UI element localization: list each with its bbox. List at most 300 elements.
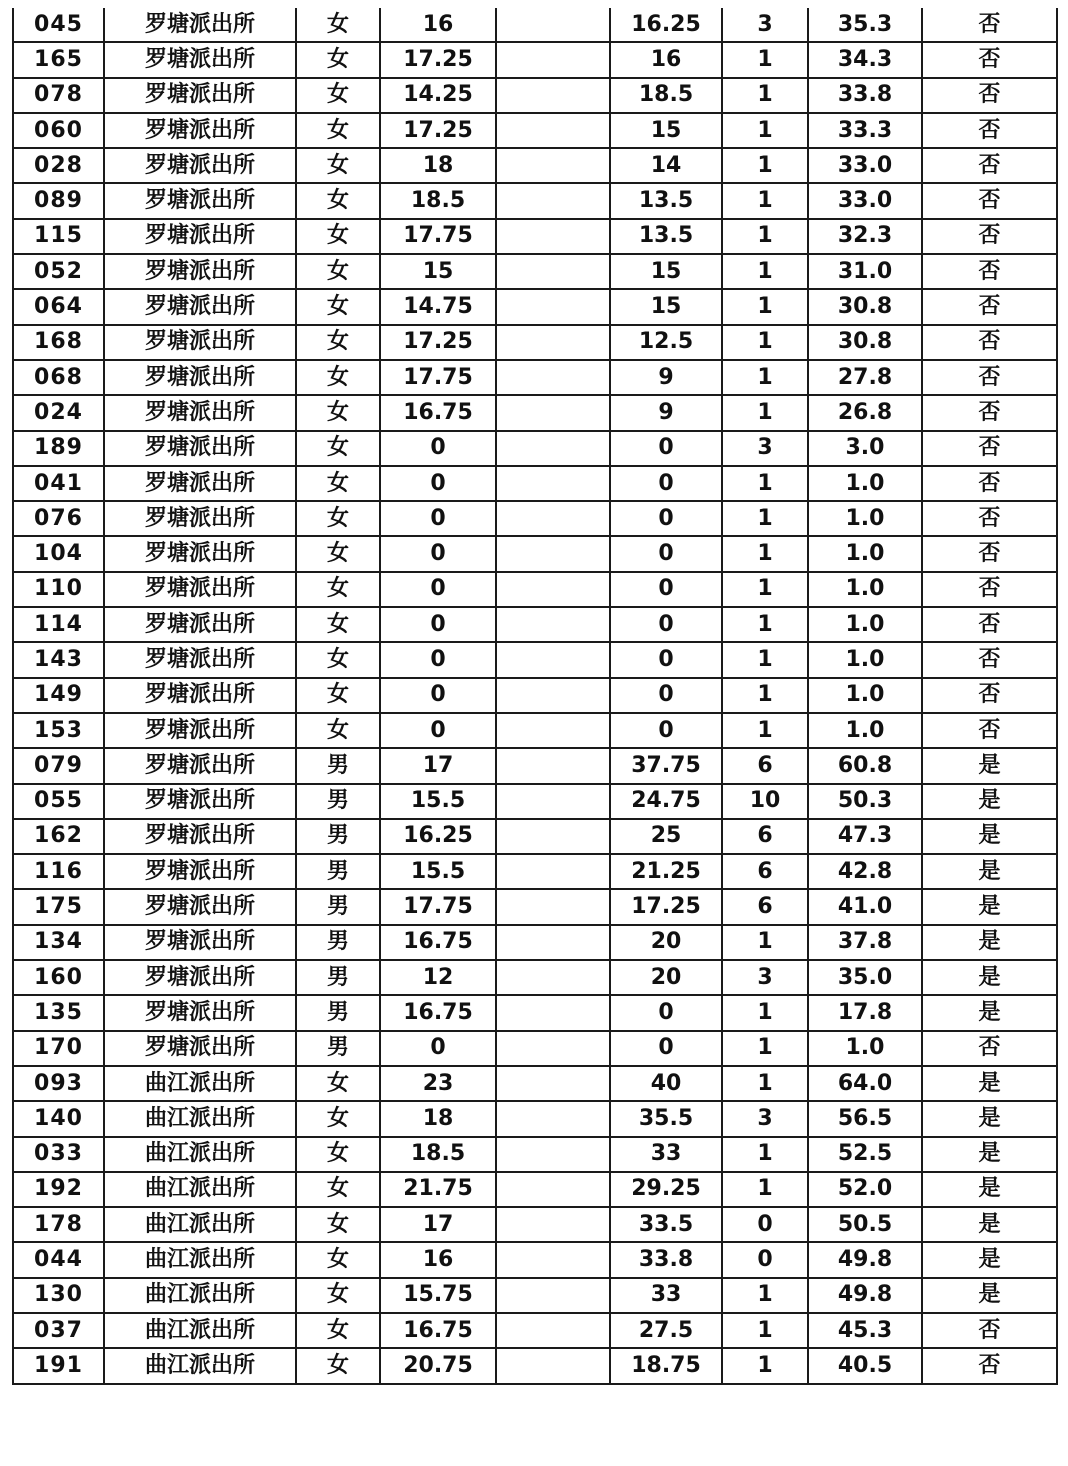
station-cell: 曲江派出所 — [104, 1278, 296, 1313]
blank-cell — [496, 325, 610, 360]
id-cell: 140 — [13, 1101, 104, 1136]
blank-cell — [496, 183, 610, 218]
id-cell: 093 — [13, 1066, 104, 1101]
table-row — [13, 148, 1057, 183]
table-row — [13, 678, 1057, 713]
count-cell: 1 — [722, 148, 808, 183]
total-cell: 50.3 — [808, 784, 922, 819]
count-cell: 6 — [722, 748, 808, 783]
qualified-cell: 否 — [922, 113, 1057, 148]
station-cell: 曲江派出所 — [104, 1172, 296, 1207]
score-b-cell: 9 — [610, 395, 722, 430]
count-cell: 10 — [722, 784, 808, 819]
count-cell: 1 — [722, 219, 808, 254]
id-cell: 115 — [13, 219, 104, 254]
blank-cell — [496, 642, 610, 677]
score-a-cell: 0 — [380, 466, 496, 501]
qualified-cell: 否 — [922, 219, 1057, 254]
score-b-cell: 40 — [610, 1066, 722, 1101]
table-row — [13, 536, 1057, 571]
qualified-cell: 否 — [922, 466, 1057, 501]
score-a-cell: 14.75 — [380, 289, 496, 324]
gender-cell: 女 — [296, 1066, 380, 1101]
table-row — [13, 995, 1057, 1030]
station-cell: 罗塘派出所 — [104, 1031, 296, 1066]
station-cell: 曲江派出所 — [104, 1066, 296, 1101]
blank-cell — [496, 784, 610, 819]
table-row — [13, 113, 1057, 148]
qualified-cell: 否 — [922, 642, 1057, 677]
total-cell: 60.8 — [808, 748, 922, 783]
qualified-cell: 否 — [922, 1348, 1057, 1383]
total-cell: 1.0 — [808, 501, 922, 536]
count-cell: 1 — [722, 325, 808, 360]
total-cell: 1.0 — [808, 642, 922, 677]
table-row — [13, 784, 1057, 819]
blank-cell — [496, 78, 610, 113]
qualified-cell: 否 — [922, 678, 1057, 713]
qualified-cell: 是 — [922, 1242, 1057, 1277]
table-row — [13, 854, 1057, 889]
gender-cell: 女 — [296, 678, 380, 713]
qualified-cell: 否 — [922, 713, 1057, 748]
score-b-cell: 20 — [610, 925, 722, 960]
score-a-cell: 14.25 — [380, 78, 496, 113]
score-b-cell: 20 — [610, 960, 722, 995]
count-cell: 1 — [722, 78, 808, 113]
gender-cell: 女 — [296, 289, 380, 324]
total-cell: 31.0 — [808, 254, 922, 289]
score-b-cell: 0 — [610, 536, 722, 571]
gender-cell: 女 — [296, 42, 380, 77]
id-cell: 068 — [13, 360, 104, 395]
count-cell: 3 — [722, 431, 808, 466]
qualified-cell: 否 — [922, 289, 1057, 324]
qualified-cell: 否 — [922, 1313, 1057, 1348]
table-row — [13, 748, 1057, 783]
blank-cell — [496, 819, 610, 854]
qualified-cell: 是 — [922, 1278, 1057, 1313]
count-cell: 1 — [722, 360, 808, 395]
total-cell: 1.0 — [808, 466, 922, 501]
score-a-cell: 21.75 — [380, 1172, 496, 1207]
score-a-cell: 23 — [380, 1066, 496, 1101]
gender-cell: 女 — [296, 642, 380, 677]
count-cell: 1 — [722, 1278, 808, 1313]
gender-cell: 男 — [296, 854, 380, 889]
id-cell: 037 — [13, 1313, 104, 1348]
station-cell: 罗塘派出所 — [104, 607, 296, 642]
count-cell: 1 — [722, 395, 808, 430]
count-cell: 1 — [722, 536, 808, 571]
total-cell: 1.0 — [808, 678, 922, 713]
station-cell: 罗塘派出所 — [104, 219, 296, 254]
total-cell: 35.3 — [808, 8, 922, 42]
total-cell: 64.0 — [808, 1066, 922, 1101]
count-cell: 6 — [722, 854, 808, 889]
blank-cell — [496, 1242, 610, 1277]
station-cell: 罗塘派出所 — [104, 113, 296, 148]
blank-cell — [496, 466, 610, 501]
station-cell: 曲江派出所 — [104, 1313, 296, 1348]
blank-cell — [496, 1066, 610, 1101]
count-cell: 1 — [722, 1137, 808, 1172]
count-cell: 1 — [722, 466, 808, 501]
score-a-cell: 17.75 — [380, 360, 496, 395]
qualified-cell: 否 — [922, 148, 1057, 183]
table-row — [13, 607, 1057, 642]
table-row — [13, 713, 1057, 748]
id-cell: 116 — [13, 854, 104, 889]
count-cell: 1 — [722, 1313, 808, 1348]
score-b-cell: 0 — [610, 572, 722, 607]
gender-cell: 女 — [296, 536, 380, 571]
table-row — [13, 1172, 1057, 1207]
id-cell: 045 — [13, 8, 104, 42]
total-cell: 1.0 — [808, 536, 922, 571]
station-cell: 罗塘派出所 — [104, 784, 296, 819]
qualified-cell: 是 — [922, 1172, 1057, 1207]
blank-cell — [496, 42, 610, 77]
table-row — [13, 42, 1057, 77]
count-cell: 1 — [722, 1031, 808, 1066]
table-row — [13, 431, 1057, 466]
score-b-cell: 15 — [610, 289, 722, 324]
station-cell: 罗塘派出所 — [104, 360, 296, 395]
station-cell: 罗塘派出所 — [104, 642, 296, 677]
qualified-cell: 否 — [922, 395, 1057, 430]
id-cell: 064 — [13, 289, 104, 324]
table-row — [13, 219, 1057, 254]
score-b-cell: 21.25 — [610, 854, 722, 889]
table-row — [13, 1348, 1057, 1383]
id-cell: 170 — [13, 1031, 104, 1066]
count-cell: 1 — [722, 642, 808, 677]
score-b-cell: 14 — [610, 148, 722, 183]
table-row — [13, 1031, 1057, 1066]
station-cell: 罗塘派出所 — [104, 536, 296, 571]
score-b-cell: 0 — [610, 501, 722, 536]
qualified-cell: 是 — [922, 995, 1057, 1030]
blank-cell — [496, 678, 610, 713]
total-cell: 56.5 — [808, 1101, 922, 1136]
table-row — [13, 1207, 1057, 1242]
id-cell: 135 — [13, 995, 104, 1030]
total-cell: 34.3 — [808, 42, 922, 77]
station-cell: 罗塘派出所 — [104, 748, 296, 783]
qualified-cell: 否 — [922, 254, 1057, 289]
score-b-cell: 29.25 — [610, 1172, 722, 1207]
gender-cell: 男 — [296, 819, 380, 854]
id-cell: 024 — [13, 395, 104, 430]
count-cell: 1 — [722, 183, 808, 218]
score-a-cell: 17.25 — [380, 325, 496, 360]
gender-cell: 女 — [296, 325, 380, 360]
id-cell: 160 — [13, 960, 104, 995]
id-cell: 153 — [13, 713, 104, 748]
qualified-cell: 是 — [922, 854, 1057, 889]
total-cell: 42.8 — [808, 854, 922, 889]
score-a-cell: 0 — [380, 501, 496, 536]
blank-cell — [496, 1137, 610, 1172]
score-a-cell: 15.5 — [380, 854, 496, 889]
count-cell: 1 — [722, 1172, 808, 1207]
id-cell: 055 — [13, 784, 104, 819]
total-cell: 47.3 — [808, 819, 922, 854]
count-cell: 1 — [722, 713, 808, 748]
station-cell: 罗塘派出所 — [104, 995, 296, 1030]
total-cell: 17.8 — [808, 995, 922, 1030]
total-cell: 33.3 — [808, 113, 922, 148]
table-row — [13, 289, 1057, 324]
blank-cell — [496, 607, 610, 642]
id-cell: 114 — [13, 607, 104, 642]
table-row — [13, 819, 1057, 854]
id-cell: 033 — [13, 1137, 104, 1172]
gender-cell: 男 — [296, 748, 380, 783]
station-cell: 罗塘派出所 — [104, 854, 296, 889]
station-cell: 罗塘派出所 — [104, 960, 296, 995]
id-cell: 052 — [13, 254, 104, 289]
id-cell: 165 — [13, 42, 104, 77]
station-cell: 罗塘派出所 — [104, 925, 296, 960]
score-a-cell: 0 — [380, 642, 496, 677]
score-b-cell: 24.75 — [610, 784, 722, 819]
score-b-cell: 0 — [610, 431, 722, 466]
total-cell: 33.8 — [808, 78, 922, 113]
gender-cell: 女 — [296, 8, 380, 42]
gender-cell: 女 — [296, 254, 380, 289]
table-row — [13, 572, 1057, 607]
blank-cell — [496, 1172, 610, 1207]
score-b-cell: 13.5 — [610, 219, 722, 254]
blank-cell — [496, 748, 610, 783]
table-row — [13, 466, 1057, 501]
count-cell: 1 — [722, 42, 808, 77]
count-cell: 1 — [722, 501, 808, 536]
total-cell: 1.0 — [808, 713, 922, 748]
blank-cell — [496, 995, 610, 1030]
station-cell: 罗塘派出所 — [104, 325, 296, 360]
gender-cell: 女 — [296, 572, 380, 607]
gender-cell: 女 — [296, 1313, 380, 1348]
blank-cell — [496, 572, 610, 607]
score-b-cell: 0 — [610, 642, 722, 677]
qualified-cell: 否 — [922, 360, 1057, 395]
count-cell: 0 — [722, 1207, 808, 1242]
blank-cell — [496, 360, 610, 395]
blank-cell — [496, 925, 610, 960]
qualified-cell: 否 — [922, 501, 1057, 536]
station-cell: 罗塘派出所 — [104, 889, 296, 924]
qualified-cell: 是 — [922, 748, 1057, 783]
total-cell: 45.3 — [808, 1313, 922, 1348]
qualified-cell: 否 — [922, 78, 1057, 113]
qualified-cell: 是 — [922, 1066, 1057, 1101]
blank-cell — [496, 1101, 610, 1136]
score-b-cell: 37.75 — [610, 748, 722, 783]
score-b-cell: 25 — [610, 819, 722, 854]
station-cell: 罗塘派出所 — [104, 819, 296, 854]
score-a-cell: 17.75 — [380, 219, 496, 254]
score-b-cell: 17.25 — [610, 889, 722, 924]
table-row — [13, 8, 1057, 42]
station-cell: 罗塘派出所 — [104, 183, 296, 218]
qualified-cell: 是 — [922, 784, 1057, 819]
id-cell: 028 — [13, 148, 104, 183]
gender-cell: 女 — [296, 113, 380, 148]
blank-cell — [496, 431, 610, 466]
gender-cell: 女 — [296, 1207, 380, 1242]
total-cell: 35.0 — [808, 960, 922, 995]
table-row — [13, 1278, 1057, 1313]
score-b-cell: 0 — [610, 466, 722, 501]
blank-cell — [496, 254, 610, 289]
score-b-cell: 0 — [610, 678, 722, 713]
table-row — [13, 501, 1057, 536]
gender-cell: 女 — [296, 360, 380, 395]
blank-cell — [496, 960, 610, 995]
score-b-cell: 13.5 — [610, 183, 722, 218]
score-a-cell: 16.25 — [380, 819, 496, 854]
count-cell: 1 — [722, 995, 808, 1030]
blank-cell — [496, 713, 610, 748]
count-cell: 1 — [722, 289, 808, 324]
station-cell: 罗塘派出所 — [104, 572, 296, 607]
qualified-cell: 是 — [922, 925, 1057, 960]
table-row — [13, 889, 1057, 924]
score-a-cell: 15.75 — [380, 1278, 496, 1313]
score-a-cell: 0 — [380, 678, 496, 713]
id-cell: 162 — [13, 819, 104, 854]
score-a-cell: 18 — [380, 148, 496, 183]
total-cell: 27.8 — [808, 360, 922, 395]
table-row — [13, 1101, 1057, 1136]
table-row — [13, 325, 1057, 360]
score-b-cell: 18.5 — [610, 78, 722, 113]
blank-cell — [496, 395, 610, 430]
total-cell: 37.8 — [808, 925, 922, 960]
station-cell: 罗塘派出所 — [104, 8, 296, 42]
qualified-cell: 是 — [922, 819, 1057, 854]
score-a-cell: 20.75 — [380, 1348, 496, 1383]
blank-cell — [496, 113, 610, 148]
count-cell: 3 — [722, 960, 808, 995]
total-cell: 52.5 — [808, 1137, 922, 1172]
blank-cell — [496, 1313, 610, 1348]
qualified-cell: 否 — [922, 42, 1057, 77]
count-cell: 1 — [722, 254, 808, 289]
gender-cell: 女 — [296, 148, 380, 183]
blank-cell — [496, 1031, 610, 1066]
total-cell: 1.0 — [808, 607, 922, 642]
id-cell: 044 — [13, 1242, 104, 1277]
table-body — [13, 8, 1057, 1384]
blank-cell — [496, 1207, 610, 1242]
gender-cell: 女 — [296, 1101, 380, 1136]
id-cell: 110 — [13, 572, 104, 607]
score-b-cell: 15 — [610, 113, 722, 148]
gender-cell: 女 — [296, 1137, 380, 1172]
station-cell: 罗塘派出所 — [104, 395, 296, 430]
station-cell: 罗塘派出所 — [104, 42, 296, 77]
qualified-cell: 否 — [922, 8, 1057, 42]
id-cell: 143 — [13, 642, 104, 677]
qualified-cell: 否 — [922, 607, 1057, 642]
id-cell: 189 — [13, 431, 104, 466]
total-cell: 33.0 — [808, 148, 922, 183]
score-a-cell: 0 — [380, 713, 496, 748]
table-row — [13, 360, 1057, 395]
id-cell: 078 — [13, 78, 104, 113]
gender-cell: 男 — [296, 784, 380, 819]
score-a-cell: 0 — [380, 431, 496, 466]
score-b-cell: 9 — [610, 360, 722, 395]
score-a-cell: 0 — [380, 572, 496, 607]
score-b-cell: 35.5 — [610, 1101, 722, 1136]
gender-cell: 女 — [296, 219, 380, 254]
count-cell: 1 — [722, 113, 808, 148]
score-b-cell: 18.75 — [610, 1348, 722, 1383]
blank-cell — [496, 219, 610, 254]
score-a-cell: 17 — [380, 1207, 496, 1242]
blank-cell — [496, 1348, 610, 1383]
score-a-cell: 16 — [380, 8, 496, 42]
station-cell: 曲江派出所 — [104, 1242, 296, 1277]
gender-cell: 男 — [296, 995, 380, 1030]
total-cell: 1.0 — [808, 1031, 922, 1066]
count-cell: 6 — [722, 889, 808, 924]
table-row — [13, 183, 1057, 218]
qualified-cell: 否 — [922, 536, 1057, 571]
score-b-cell: 33.5 — [610, 1207, 722, 1242]
gender-cell: 男 — [296, 1031, 380, 1066]
score-a-cell: 16 — [380, 1242, 496, 1277]
count-cell: 1 — [722, 925, 808, 960]
total-cell: 49.8 — [808, 1278, 922, 1313]
table-row — [13, 1137, 1057, 1172]
score-a-cell: 17.25 — [380, 42, 496, 77]
station-cell: 曲江派出所 — [104, 1101, 296, 1136]
station-cell: 罗塘派出所 — [104, 501, 296, 536]
count-cell: 1 — [722, 1348, 808, 1383]
total-cell: 32.3 — [808, 219, 922, 254]
id-cell: 089 — [13, 183, 104, 218]
table-row — [13, 1066, 1057, 1101]
id-cell: 079 — [13, 748, 104, 783]
gender-cell: 女 — [296, 1278, 380, 1313]
total-cell: 1.0 — [808, 572, 922, 607]
total-cell: 52.0 — [808, 1172, 922, 1207]
count-cell: 3 — [722, 8, 808, 42]
count-cell: 0 — [722, 1242, 808, 1277]
id-cell: 175 — [13, 889, 104, 924]
gender-cell: 女 — [296, 1242, 380, 1277]
count-cell: 3 — [722, 1101, 808, 1136]
station-cell: 罗塘派出所 — [104, 678, 296, 713]
blank-cell — [496, 148, 610, 183]
table-row — [13, 642, 1057, 677]
total-cell: 41.0 — [808, 889, 922, 924]
blank-cell — [496, 1278, 610, 1313]
score-a-cell: 0 — [380, 536, 496, 571]
table-row — [13, 254, 1057, 289]
score-b-cell: 16 — [610, 42, 722, 77]
score-a-cell: 0 — [380, 607, 496, 642]
gender-cell: 女 — [296, 501, 380, 536]
gender-cell: 女 — [296, 1348, 380, 1383]
qualified-cell: 否 — [922, 431, 1057, 466]
